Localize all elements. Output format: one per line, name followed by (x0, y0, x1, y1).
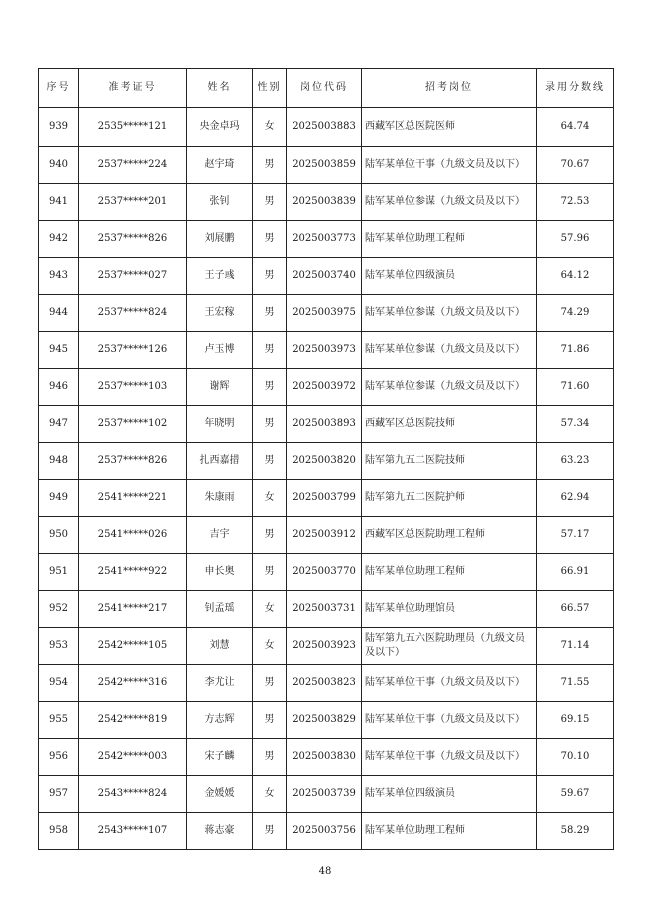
cell-post: 陆军某单位参谋（九级文员及以下） (362, 332, 537, 369)
cell-seq: 940 (39, 147, 79, 184)
cell-post: 西藏军区总医院技师 (362, 406, 537, 443)
cell-gender: 男 (253, 443, 287, 480)
cell-ticket-number: 2543*****107 (79, 813, 187, 850)
cell-seq: 943 (39, 258, 79, 295)
cell-post-code: 2025003912 (287, 517, 362, 554)
table-row (39, 369, 614, 406)
table-row (39, 591, 614, 628)
table-row (39, 517, 614, 554)
cell-score-line: 74.29 (537, 295, 614, 332)
table-row (39, 108, 614, 147)
cell-post-code: 2025003740 (287, 258, 362, 295)
cell-ticket-number: 2537*****826 (79, 443, 187, 480)
cell-ticket-number: 2541*****221 (79, 480, 187, 517)
cell-seq: 942 (39, 221, 79, 258)
cell-seq: 948 (39, 443, 79, 480)
header-post-code: 岗位代码 (287, 69, 362, 108)
cell-score-line: 66.91 (537, 554, 614, 591)
cell-ticket-number: 2542*****105 (79, 628, 187, 665)
cell-seq: 957 (39, 776, 79, 813)
cell-post-code: 2025003823 (287, 665, 362, 702)
cell-name: 宋子麟 (187, 739, 253, 776)
header-name: 姓名 (187, 69, 253, 108)
cell-gender: 男 (253, 295, 287, 332)
table-row (39, 554, 614, 591)
cell-gender: 男 (253, 702, 287, 739)
table-row (39, 184, 614, 221)
cell-score-line: 71.60 (537, 369, 614, 406)
cell-post-code: 2025003829 (287, 702, 362, 739)
cell-gender: 男 (253, 221, 287, 258)
table-row (39, 813, 614, 850)
cell-post-code: 2025003923 (287, 628, 362, 665)
table-row (39, 665, 614, 702)
cell-post: 陆军某单位干事（九级文员及以下） (362, 739, 537, 776)
cell-name: 朱康雨 (187, 480, 253, 517)
cell-score-line: 64.12 (537, 258, 614, 295)
cell-score-line: 69.15 (537, 702, 614, 739)
header-seq: 序号 (39, 69, 79, 108)
cell-seq: 944 (39, 295, 79, 332)
header-gender: 性别 (253, 69, 287, 108)
cell-post: 西藏军区总医院助理工程师 (362, 517, 537, 554)
cell-ticket-number: 2537*****027 (79, 258, 187, 295)
cell-post-code: 2025003773 (287, 221, 362, 258)
cell-seq: 956 (39, 739, 79, 776)
cell-score-line: 70.10 (537, 739, 614, 776)
cell-seq: 939 (39, 108, 79, 147)
cell-score-line: 62.94 (537, 480, 614, 517)
table-row (39, 258, 614, 295)
cell-gender: 男 (253, 147, 287, 184)
results-table (38, 68, 614, 850)
header-post: 招考岗位 (362, 69, 537, 108)
cell-seq: 954 (39, 665, 79, 702)
cell-gender: 男 (253, 554, 287, 591)
cell-post: 陆军某单位参谋（九级文员及以下） (362, 369, 537, 406)
cell-post: 陆军某单位参谋（九级文员及以下） (362, 295, 537, 332)
table-row (39, 406, 614, 443)
cell-ticket-number: 2542*****316 (79, 665, 187, 702)
cell-seq: 947 (39, 406, 79, 443)
cell-post-code: 2025003770 (287, 554, 362, 591)
cell-score-line: 72.53 (537, 184, 614, 221)
cell-seq: 951 (39, 554, 79, 591)
cell-post: 陆军第九五二医院技师 (362, 443, 537, 480)
cell-post: 陆军某单位干事（九级文员及以下） (362, 665, 537, 702)
table-row (39, 739, 614, 776)
cell-score-line: 66.57 (537, 591, 614, 628)
table-row (39, 443, 614, 480)
table-row (39, 480, 614, 517)
cell-name: 王宏稼 (187, 295, 253, 332)
cell-post: 陆军第九五二医院护师 (362, 480, 537, 517)
cell-gender: 男 (253, 406, 287, 443)
cell-ticket-number: 2537*****126 (79, 332, 187, 369)
cell-seq: 958 (39, 813, 79, 850)
cell-score-line: 57.96 (537, 221, 614, 258)
cell-gender: 男 (253, 184, 287, 221)
cell-gender: 男 (253, 665, 287, 702)
cell-score-line: 58.29 (537, 813, 614, 850)
cell-seq: 941 (39, 184, 79, 221)
cell-ticket-number: 2542*****819 (79, 702, 187, 739)
table-row (39, 332, 614, 369)
page-number: 48 (318, 866, 332, 877)
cell-gender: 男 (253, 813, 287, 850)
cell-name: 申长奥 (187, 554, 253, 591)
cell-post: 西藏军区总医院医师 (362, 108, 537, 147)
cell-post: 陆军某单位干事（九级文员及以下） (362, 702, 537, 739)
cell-gender: 女 (253, 591, 287, 628)
cell-post-code: 2025003756 (287, 813, 362, 850)
cell-post-code: 2025003799 (287, 480, 362, 517)
cell-name: 年晓明 (187, 406, 253, 443)
cell-score-line: 71.86 (537, 332, 614, 369)
cell-name: 蒋志豪 (187, 813, 253, 850)
cell-post-code: 2025003731 (287, 591, 362, 628)
cell-ticket-number: 2535*****121 (79, 108, 187, 147)
cell-gender: 男 (253, 739, 287, 776)
cell-ticket-number: 2537*****103 (79, 369, 187, 406)
cell-ticket-number: 2537*****824 (79, 295, 187, 332)
cell-post-code: 2025003973 (287, 332, 362, 369)
cell-seq: 952 (39, 591, 79, 628)
cell-post: 陆军某单位四级演员 (362, 258, 537, 295)
cell-post-code: 2025003739 (287, 776, 362, 813)
cell-post: 陆军某单位助理馆员 (362, 591, 537, 628)
cell-name: 谢辉 (187, 369, 253, 406)
cell-ticket-number: 2537*****826 (79, 221, 187, 258)
cell-seq: 949 (39, 480, 79, 517)
cell-ticket-number: 2537*****224 (79, 147, 187, 184)
cell-ticket-number: 2542*****003 (79, 739, 187, 776)
table-row (39, 147, 614, 184)
cell-name: 张钊 (187, 184, 253, 221)
cell-score-line: 59.67 (537, 776, 614, 813)
cell-name: 金媛媛 (187, 776, 253, 813)
header-score-line: 录用分数线 (537, 69, 614, 108)
cell-score-line: 57.34 (537, 406, 614, 443)
cell-score-line: 64.74 (537, 108, 614, 147)
table-body (39, 108, 614, 850)
cell-post-code: 2025003859 (287, 147, 362, 184)
cell-name: 吉宇 (187, 517, 253, 554)
table-row (39, 221, 614, 258)
cell-ticket-number: 2541*****217 (79, 591, 187, 628)
cell-name: 李尤让 (187, 665, 253, 702)
cell-post: 陆军某单位参谋（九级文员及以下） (362, 184, 537, 221)
cell-score-line: 57.17 (537, 517, 614, 554)
cell-score-line: 71.14 (537, 628, 614, 665)
cell-gender: 男 (253, 332, 287, 369)
cell-gender: 女 (253, 776, 287, 813)
cell-name: 刘慧 (187, 628, 253, 665)
cell-seq: 955 (39, 702, 79, 739)
cell-name: 扎西嘉措 (187, 443, 253, 480)
results-table-container (38, 68, 613, 850)
cell-ticket-number: 2541*****922 (79, 554, 187, 591)
table-row (39, 295, 614, 332)
cell-post: 陆军某单位四级演员 (362, 776, 537, 813)
cell-post-code: 2025003820 (287, 443, 362, 480)
cell-post: 陆军某单位助理工程师 (362, 554, 537, 591)
table-row (39, 776, 614, 813)
table-row (39, 628, 614, 665)
cell-score-line: 70.67 (537, 147, 614, 184)
header-ticket-number: 准考证号 (79, 69, 187, 108)
cell-ticket-number: 2537*****201 (79, 184, 187, 221)
cell-post-code: 2025003883 (287, 108, 362, 147)
cell-name: 央金卓玛 (187, 108, 253, 147)
cell-gender: 女 (253, 480, 287, 517)
cell-seq: 953 (39, 628, 79, 665)
cell-score-line: 63.23 (537, 443, 614, 480)
cell-gender: 男 (253, 258, 287, 295)
cell-gender: 男 (253, 517, 287, 554)
cell-post: 陆军某单位助理工程师 (362, 221, 537, 258)
cell-post-code: 2025003975 (287, 295, 362, 332)
cell-name: 王子彧 (187, 258, 253, 295)
cell-ticket-number: 2541*****026 (79, 517, 187, 554)
cell-post-code: 2025003972 (287, 369, 362, 406)
cell-seq: 946 (39, 369, 79, 406)
cell-post: 陆军第九五六医院助理员（九级文员及以下） (362, 628, 537, 665)
cell-name: 刘展鹏 (187, 221, 253, 258)
cell-gender: 女 (253, 628, 287, 665)
header-row (39, 69, 614, 108)
cell-score-line: 71.55 (537, 665, 614, 702)
cell-seq: 950 (39, 517, 79, 554)
cell-ticket-number: 2537*****102 (79, 406, 187, 443)
cell-name: 钊孟瑶 (187, 591, 253, 628)
cell-post: 陆军某单位助理工程师 (362, 813, 537, 850)
cell-gender: 女 (253, 108, 287, 147)
cell-name: 方志辉 (187, 702, 253, 739)
cell-post-code: 2025003839 (287, 184, 362, 221)
cell-gender: 男 (253, 369, 287, 406)
cell-post-code: 2025003830 (287, 739, 362, 776)
cell-post: 陆军某单位干事（九级文员及以下） (362, 147, 537, 184)
cell-post-code: 2025003893 (287, 406, 362, 443)
cell-name: 赵宇琦 (187, 147, 253, 184)
cell-ticket-number: 2543*****824 (79, 776, 187, 813)
table-row (39, 702, 614, 739)
cell-seq: 945 (39, 332, 79, 369)
cell-name: 卢玉博 (187, 332, 253, 369)
